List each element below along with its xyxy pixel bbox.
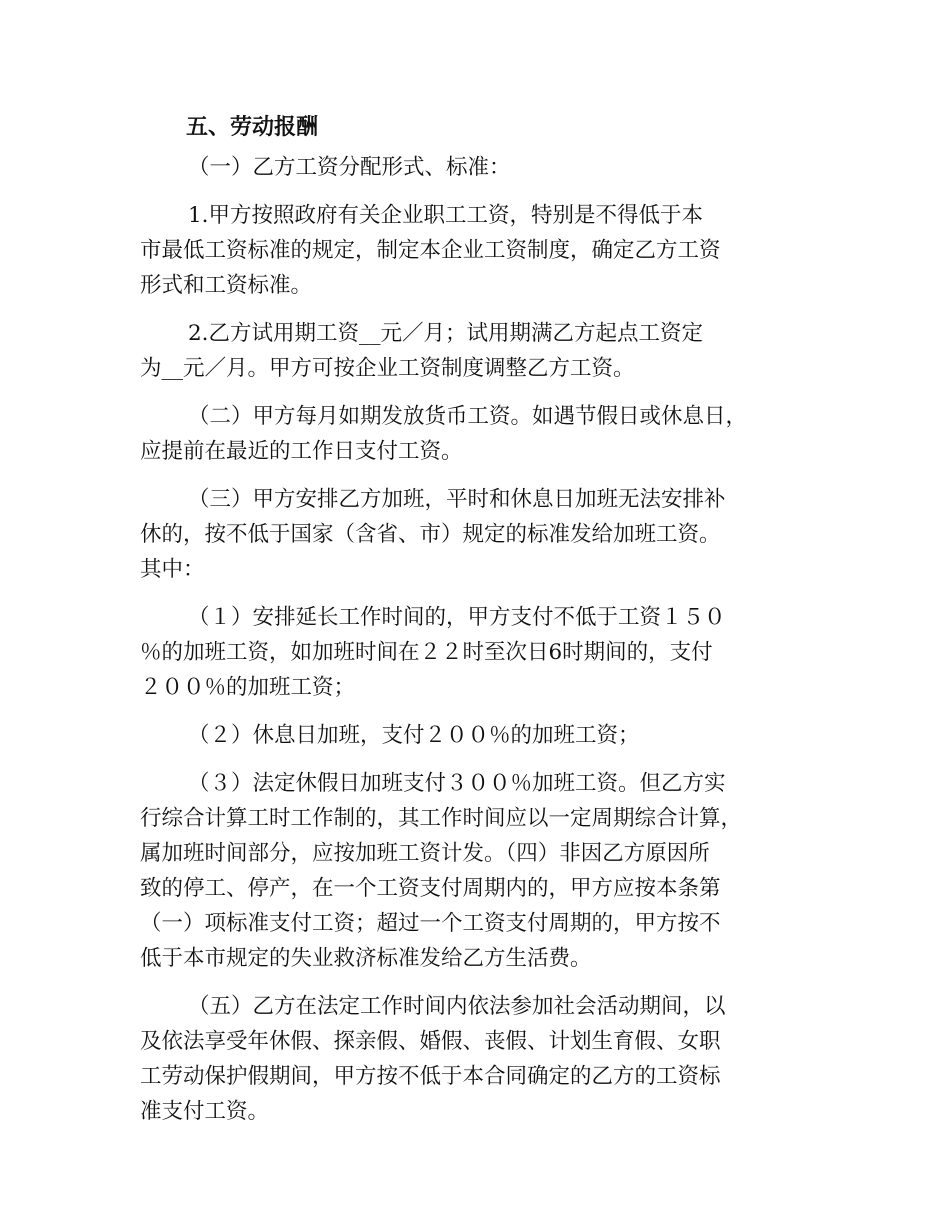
paragraph-1-5 — [140, 989, 830, 1129]
paragraph-line: 市最低工资标准的规定，制定本企业工资制度，确定乙方工资 — [140, 238, 721, 263]
paragraph-1-1 — [140, 150, 830, 185]
paragraph-line: 致的停工、停产，在一个工资支付周期内的，甲方应按本条第 — [140, 876, 721, 901]
paragraph-line: 低于本市规定的失业救济标准发给乙方生活费。 — [140, 946, 592, 971]
paragraph-line: （３）法定休假日加班支付３００％加班工资。但乙方实 — [188, 771, 726, 796]
paragraph-line: ％的加班工资，如加班时间在２２时至次日6时期间的，支付 — [140, 640, 713, 665]
paragraph-line: （一）乙方工资分配形式、标准： — [188, 155, 511, 180]
paragraph-line: 为__元／月。甲方可按企业工资制度调整乙方工资。 — [140, 356, 635, 381]
paragraph-line: 属加班时间部分，应按加班工资计发。（四）非因乙方原因所 — [140, 841, 710, 866]
paragraph-line: （一）项标准支付工资；超过一个工资支付周期的，甲方按不 — [140, 911, 721, 936]
section-heading: 五、劳动报酬 — [186, 115, 319, 140]
paragraph-1-3-1 — [140, 600, 830, 705]
paragraph-line: （２）休息日加班，支付２００％的加班工资； — [188, 723, 640, 748]
paragraph-line: 形式和工资标准。 — [140, 273, 313, 298]
paragraph-line: 准支付工资。 — [140, 1099, 270, 1124]
paragraph-line: 行综合计算工时工作制的，其工作时间应以一定周期综合计算， — [140, 806, 743, 831]
paragraph-line: （五）乙方在法定工作时间内依法参加社会活动期间，以 — [188, 994, 726, 1019]
document-page — [140, 108, 830, 1142]
paragraph-1-3 — [140, 482, 830, 587]
paragraph-line: 休的，按不低于国家（含省、市）规定的标准发给加班工资。 — [140, 522, 721, 547]
paragraph-line: 1.甲方按照政府有关企业职工工资，特别是不得低于本 — [188, 203, 704, 228]
paragraph-1-1-2 — [140, 316, 830, 386]
paragraph-line: 其中： — [140, 557, 205, 582]
paragraph-1-1-1 — [140, 198, 830, 303]
paragraph-line: （二）甲方每月如期发放货币工资。如遇节假日或休息日， — [188, 404, 748, 429]
paragraph-line: （三）甲方安排乙方加班，平时和休息日加班无法安排补 — [188, 487, 726, 512]
paragraph-line: ２００％的加班工资； — [140, 675, 356, 700]
paragraph-1-3-2 — [140, 718, 830, 753]
paragraph-1-3-3 — [140, 766, 830, 976]
paragraph-line: 工劳动保护假期间，甲方按不低于本合同确定的乙方的工资标 — [140, 1064, 721, 1089]
paragraph-1-2 — [140, 399, 830, 469]
paragraph-line: （１）安排延长工作时间的，甲方支付不低于工资１５０ — [188, 605, 726, 630]
paragraph-line: 2.乙方试用期工资__元／月；试用期满乙方起点工资定 — [188, 321, 704, 346]
paragraph-line: 及依法享受年休假、探亲假、婚假、丧假、计划生育假、女职 — [140, 1029, 721, 1054]
paragraph-line: 应提前在最近的工作日支付工资。 — [140, 439, 463, 464]
